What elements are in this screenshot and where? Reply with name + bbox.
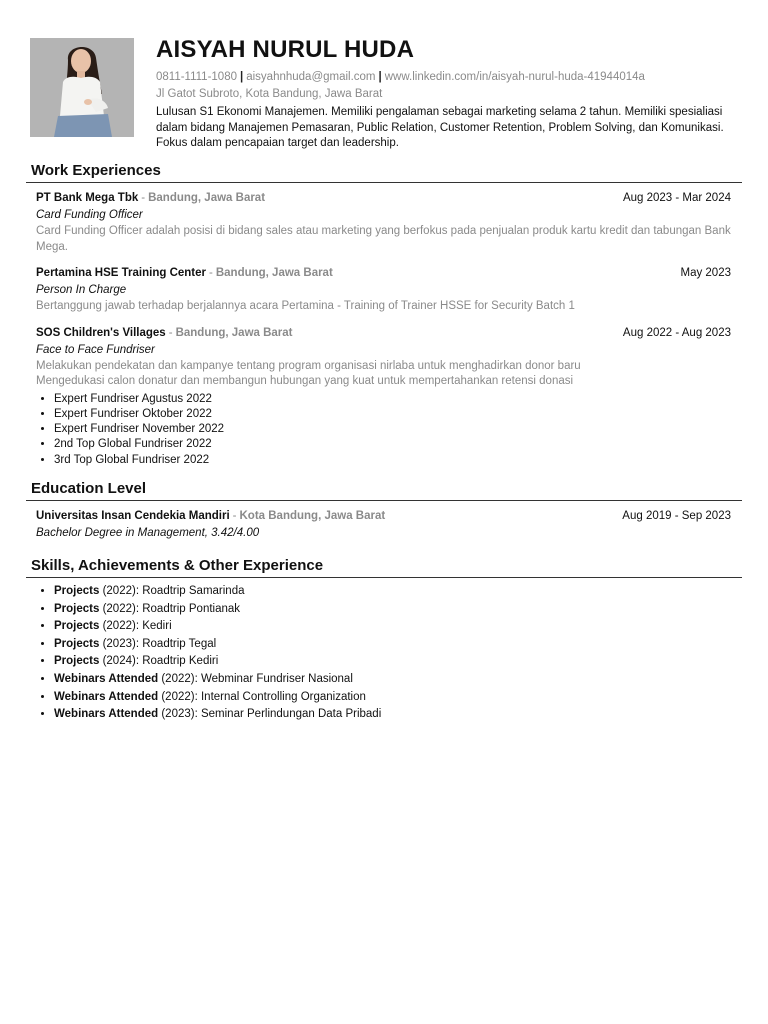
job-role: Person In Charge	[36, 284, 127, 296]
job-date: May 2023	[680, 267, 731, 279]
list-item: • Webinars Attended (2022): Webminar Fundriser Nasional	[54, 671, 742, 689]
education-date: Aug 2019 - Sep 2023	[622, 510, 731, 522]
degree: Bachelor Degree in Management, 3.42/4.00	[36, 527, 260, 539]
skills-section	[26, 556, 742, 724]
job-description: Bertanggung jawab terhadap berjalannya acara Pertamina - Training of Trainer HSSE for Security Batch 1	[36, 300, 575, 312]
list-item: • Webinars Attended (2023): Seminar Perlindungan Data Pribadi	[54, 706, 742, 724]
job-description: Mengedukasi calon donatur dan membangun hubungan yang kuat untuk mempertahankan retensi donasi	[36, 375, 574, 387]
job-description: Melakukan pendekatan dan kampanye tentang program organisasi nirlaba untuk menghadirkan donor baru	[36, 359, 581, 372]
separator: |	[240, 71, 244, 83]
job-date: Aug 2023 - Mar 2024	[622, 192, 731, 204]
list-item: • 2nd Top Global Fundriser 2022	[54, 437, 738, 452]
dash: -	[168, 326, 173, 339]
work-entry	[36, 191, 738, 255]
list-item: • Projects (2022): Kediri	[54, 618, 742, 636]
section-divider	[26, 577, 742, 578]
section-divider	[26, 182, 742, 183]
dash: -	[209, 267, 213, 279]
contact-line	[156, 70, 740, 85]
list-item: • Projects (2024): Roadtrip Kediri	[54, 653, 742, 671]
list-item: • 3rd Top Global Fundriser 2022	[54, 453, 738, 468]
profile-photo	[30, 38, 134, 137]
company-name: SOS Children's Villages	[36, 326, 166, 339]
linkedin-link[interactable]: www.linkedin.com/in/aisyah-nurul-huda-41944014a	[384, 71, 645, 83]
job-date: Aug 2022 - Aug 2023	[622, 326, 731, 339]
list-item: • Expert Fundriser Agustus 2022	[54, 392, 738, 407]
school-location: Kota Bandung, Jawa Barat	[239, 510, 386, 522]
achievement-list	[36, 392, 738, 468]
education-section	[26, 479, 742, 541]
dash: -	[232, 510, 237, 522]
list-item: • Webinars Attended (2022): Internal Controlling Organization	[54, 689, 742, 707]
list-item: • Projects (2022): Roadtrip Pontianak	[54, 601, 742, 619]
school-name: Universitas Insan Cendekia Mandiri	[36, 510, 230, 522]
job-role: Card Funding Officer	[36, 209, 143, 221]
profile-summary: Lulusan S1 Ekonomi Manajemen. Memiliki pengalaman sebagai marketing selama 2 tahun. Memiliki spesialiasi dalam bidang Manajemen Pemasaran, Public Relation, Customer Retention, Problem Solving, dan Komunikasi. Fokus dalam pencapaian target dan leadership.	[156, 106, 724, 149]
skills-list	[36, 583, 742, 724]
list-item: • Projects (2022): Roadtrip Samarinda	[54, 583, 742, 601]
job-location: Bandung, Jawa Barat	[148, 192, 266, 204]
section-title: Work Experiences	[31, 162, 161, 179]
company-name: PT Bank Mega Tbk	[36, 192, 139, 204]
job-role: Face to Face Fundriser	[36, 343, 155, 356]
phone: 0811-1111-1080	[156, 71, 237, 83]
work-entry	[36, 326, 738, 468]
separator: |	[378, 71, 382, 83]
section-divider	[26, 500, 742, 501]
work-entry	[36, 266, 738, 315]
job-location: Bandung, Jawa Barat	[215, 267, 333, 279]
section-title: Education Level	[31, 480, 147, 497]
job-location: Bandung, Jawa Barat	[175, 326, 293, 339]
company-name: Pertamina HSE Training Center	[36, 267, 206, 279]
work-experience-section	[26, 161, 742, 468]
candidate-name: AISYAH NURUL HUDA	[156, 36, 415, 63]
job-description: Card Funding Officer adalah posisi di bidang sales atau marketing yang berfokus pada penjualan produk kartu kredit dan tabungan Bank Mega.	[36, 225, 731, 253]
section-title: Skills, Achievements & Other Experience	[31, 557, 324, 574]
email-link[interactable]: aisyahnhuda@gmail.com	[246, 71, 376, 83]
dash: -	[141, 192, 146, 204]
list-item: • Projects (2023): Roadtrip Tegal	[54, 636, 742, 654]
education-entry	[36, 509, 738, 541]
address: Jl Gatot Subroto, Kota Bandung, Jawa Barat	[156, 88, 383, 100]
list-item: • Expert Fundriser Oktober 2022	[54, 407, 738, 422]
header-info	[156, 36, 740, 152]
list-item: • Expert Fundriser November 2022	[54, 422, 738, 437]
